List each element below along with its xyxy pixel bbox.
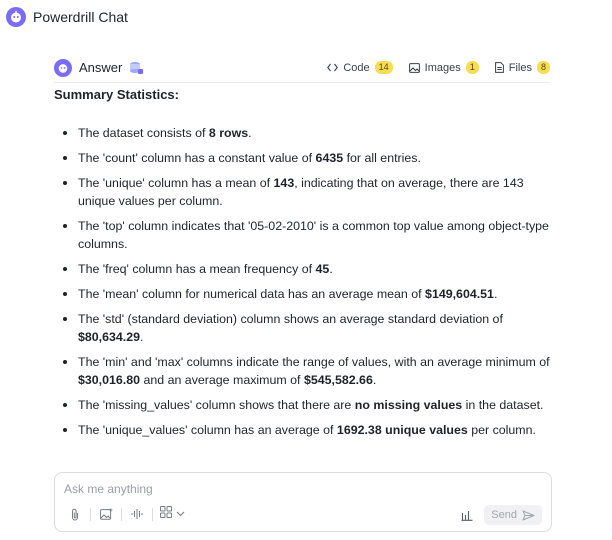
- list-item: The dataset consists of 8 rows.: [54, 124, 554, 142]
- list-item: The 'mean' column for numerical data has an average mean of $149,604.51.: [54, 285, 554, 303]
- app-title: Powerdrill Chat: [33, 9, 128, 25]
- images-count-badge: 1: [466, 61, 479, 74]
- images-tab-label: Images: [424, 61, 461, 74]
- chart-icon[interactable]: [457, 506, 477, 524]
- code-tab-label: Code: [343, 61, 370, 74]
- files-count-badge: 8: [537, 61, 550, 74]
- answer-header: [54, 53, 550, 83]
- files-tab-button[interactable]: [495, 61, 550, 74]
- list-item: The 'std' (standard deviation) column shows an average standard deviation of $80,634.29.: [54, 310, 554, 346]
- image-icon: [409, 63, 420, 73]
- powerdrill-logo-icon: [6, 7, 26, 27]
- app-selector[interactable]: [160, 505, 185, 523]
- list-item: The 'min' and 'max' columns indicate the range of values, with an average minimum of $30,016.80 and an average maximum of $545,582.66.: [54, 353, 554, 389]
- database-icon: [128, 61, 144, 75]
- file-icon: [495, 62, 504, 73]
- code-icon: [327, 63, 338, 72]
- list-item: The 'freq' column has a mean frequency of 45.: [54, 260, 554, 278]
- list-item: The 'missing_values' column shows that there are no missing values in the dataset.: [54, 396, 554, 414]
- list-item: The 'unique_values' column has an average of 1692.38 unique values per column.: [54, 421, 554, 439]
- section-title: Summary Statistics:: [54, 87, 179, 102]
- divider: [152, 508, 153, 521]
- divider: [90, 508, 91, 521]
- composer-actions: [457, 505, 542, 525]
- image-upload-icon[interactable]: [96, 505, 116, 523]
- app-grid-icon: [160, 505, 172, 523]
- chat-composer: [54, 472, 552, 532]
- answer-content: [54, 86, 554, 466]
- ask-input[interactable]: [64, 482, 464, 496]
- assistant-avatar-icon: [54, 59, 72, 77]
- send-arrow-icon: [522, 510, 535, 521]
- code-count-badge: 14: [375, 61, 393, 74]
- send-button[interactable]: [484, 505, 542, 525]
- code-tab-button[interactable]: [327, 61, 392, 74]
- list-item: The 'unique' column has a mean of 143, indicating that on average, there are 143 unique values per column.: [54, 174, 554, 210]
- top-bar: [0, 0, 612, 34]
- list-item: The 'count' column has a constant value of 6435 for all entries.: [54, 149, 554, 167]
- divider: [121, 508, 122, 521]
- attach-icon[interactable]: [65, 505, 85, 523]
- list-item: The 'top' column indicates that '05-02-2010' is a common top value among object-type columns.: [54, 217, 554, 253]
- chevron-down-icon: [176, 511, 185, 517]
- images-tab-button[interactable]: [409, 61, 479, 74]
- send-label: Send: [491, 509, 517, 521]
- files-tab-label: Files: [508, 61, 532, 74]
- audio-wave-icon[interactable]: [127, 505, 147, 523]
- composer-toolbar: [65, 505, 185, 523]
- summary-list: [54, 124, 554, 439]
- answer-label: Answer: [79, 60, 123, 75]
